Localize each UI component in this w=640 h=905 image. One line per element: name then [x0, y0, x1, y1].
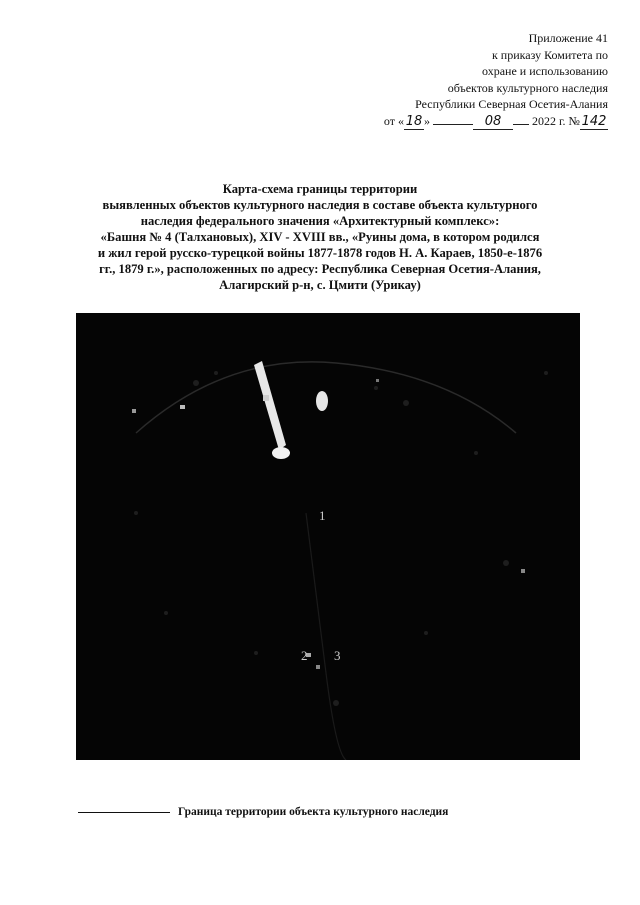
map-feature-bright-2 [272, 447, 290, 459]
map-label-3: 3 [334, 648, 341, 663]
title-line-7: Алагирский р-н, с. Цмити (Урикау) [219, 278, 421, 292]
map-feature-8 [316, 665, 320, 669]
order-number-handwritten: 142 [581, 113, 607, 129]
legend-boundary-line-sample [78, 812, 170, 813]
map-canvas [76, 313, 580, 760]
date-close-quote: » [423, 113, 430, 128]
date-month-handwritten: 08 [473, 115, 513, 130]
date-prefix: от « [383, 113, 404, 128]
date-year: 2022 г. № [531, 113, 580, 128]
map-label-1: 1 [319, 508, 326, 523]
title-line-1: Карта-схема границы территории [222, 182, 418, 196]
date-day-handwritten: 18 [405, 113, 423, 129]
appendix-number: Приложение 41 [528, 31, 608, 45]
map-feature-10 [376, 379, 379, 382]
map-background [76, 313, 580, 760]
title-line-6: гг., 1879 г.», расположенных по адресу: Республика Северная Осетия-Алания, [99, 262, 541, 276]
committee-line-1: охране и использованию [482, 64, 608, 78]
map-feature-5 [180, 405, 185, 409]
satellite-map [76, 313, 580, 760]
title-line-3: наследия федерального значения «Архитектурный комплекс»: [140, 214, 500, 228]
order-reference: к приказу Комитета по [491, 47, 608, 62]
map-feature-9 [521, 569, 525, 573]
map-label-2: 2 [301, 648, 308, 663]
document-header [384, 30, 608, 130]
title-line-2: выявленных объектов культурного наследия в составе объекта культурного [102, 198, 538, 212]
legend-boundary-label: Граница территории объекта культурного наследия [178, 806, 449, 818]
date-blank-line-2 [513, 124, 529, 125]
order-date-line [384, 113, 608, 130]
map-feature-bright-3 [316, 391, 328, 411]
republic-name: Республики Северная Осетия-Алания [415, 97, 608, 111]
date-blank-line [433, 124, 473, 125]
title-line-4: «Башня № 4 (Талхановых), XIV - XVIII вв., «Руины дома, в котором родился [100, 230, 540, 244]
map-feature-6 [132, 409, 136, 413]
title-line-5: и жил герой русско-турецкой войны 1877-1878 годов Н. А. Караев, 1850-е-1876 [97, 246, 543, 260]
committee-line-2: объектов культурного наследия [447, 80, 608, 95]
document-title [66, 181, 574, 293]
map-legend [78, 806, 448, 818]
map-feature-bright-4 [263, 395, 269, 401]
